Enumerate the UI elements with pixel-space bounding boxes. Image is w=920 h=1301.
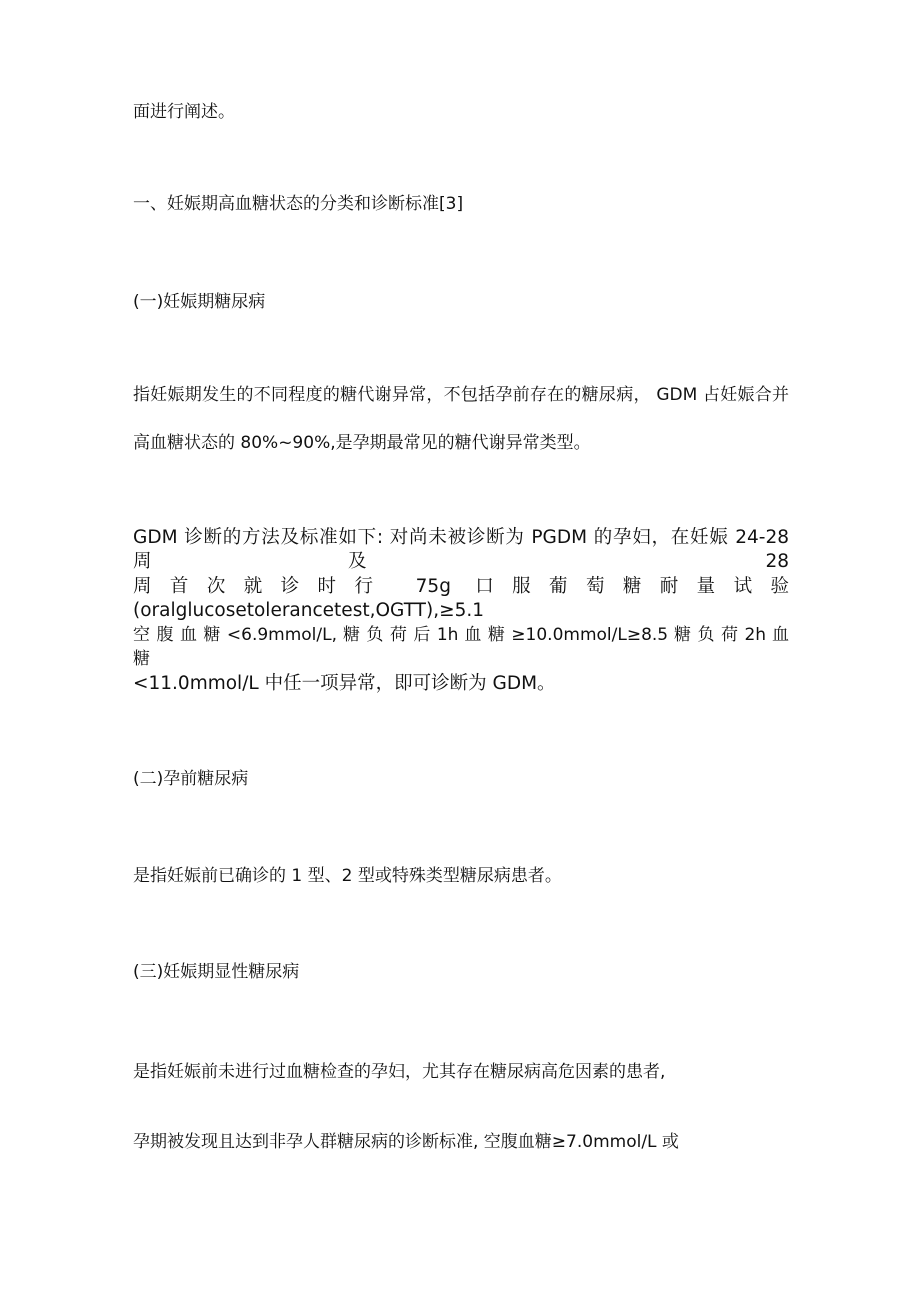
paragraph-overt-line2: 孕期被发现且达到非孕人群糖尿病的诊断标准, 空腹血糖≥7.0mmol∕L 或 [133, 1132, 679, 1152]
paragraph-fragment: 面进行阐述。 [133, 102, 235, 122]
paragraph-gdm-definition-line1: 指妊娠期发生的不同程度的糖代谢异常，不包括孕前存在的糖尿病， GDM 占妊娠合并 [133, 385, 789, 405]
paragraph-gdm-criteria-line3: 空 腹 血 糖 <6.9mmol∕L, 糖 负 荷 后 1h 血 糖 ≥10.0mmol∕L≥8.5 糖 负 荷 2h 血 糖 [133, 625, 789, 669]
subsection-heading-overt: (三)妊娠期显性糖尿病 [133, 962, 300, 982]
paragraph-gdm-definition-line2: 高血糖状态的 80%~90%,是孕期最常见的糖代谢异常类型。 [133, 433, 591, 453]
paragraph-gdm-criteria-line4: <11.0mmol∕L 中任一项异常，即可诊断为 GDM。 [133, 673, 556, 694]
section-heading: 一、妊娠期高血糖状态的分类和诊断标准[3] [133, 194, 464, 214]
subsection-heading-pregestational: (二)孕前糖尿病 [133, 769, 249, 789]
paragraph-overt-line1: 是指妊娠前未进行过血糖检查的孕妇，尤其存在糖尿病高危因素的患者, [133, 1062, 666, 1082]
paragraph-gdm-criteria-line1: GDM 诊断的方法及标准如下: 对尚未被诊断为 PGDM 的孕妇，在妊娠 24-28 周及 28 [133, 527, 789, 572]
subsection-heading-gdm: (一)妊娠期糖尿病 [133, 292, 266, 312]
paragraph-gdm-criteria-line2: 周首次就诊时行 75g 口服葡萄糖耐量试验(oralglucosetolerancetest,OGTT),≥5.1 [133, 576, 789, 621]
paragraph-pregestational: 是指妊娠前已确诊的 1 型、2 型或特殊类型糖尿病患者。 [133, 866, 562, 886]
